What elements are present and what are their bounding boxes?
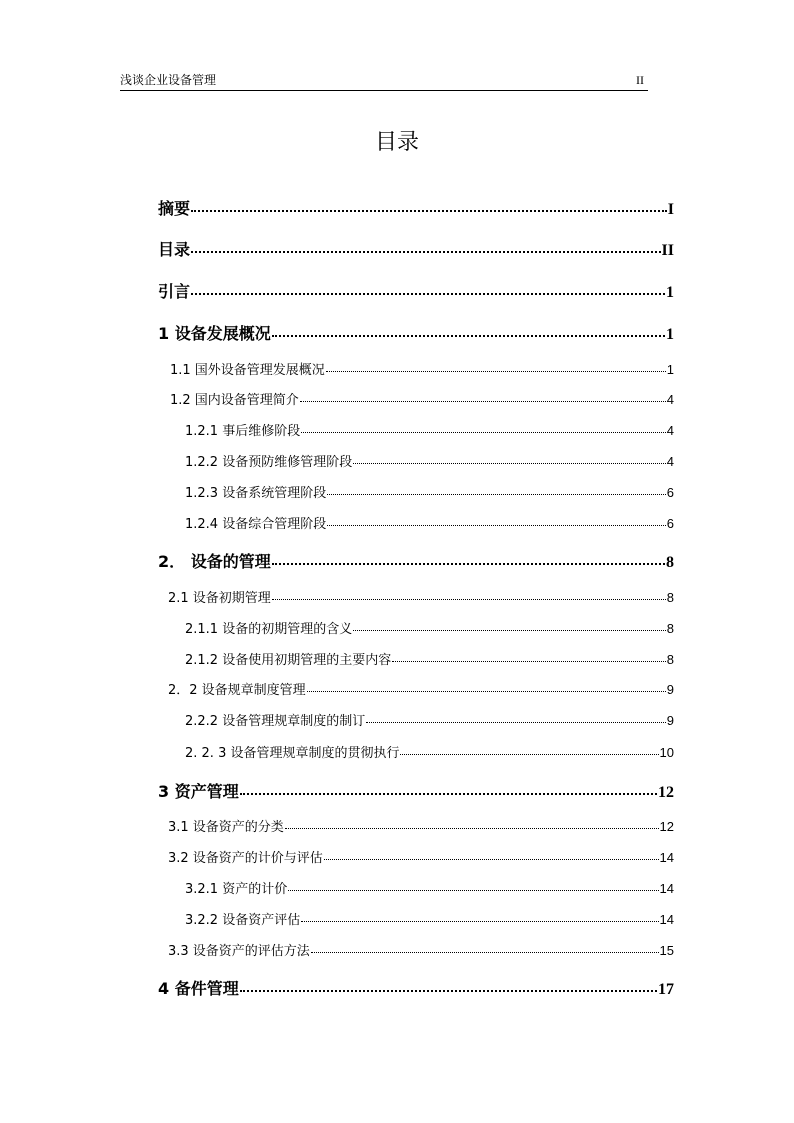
toc-entry-title: 2. 2. 3 设备管理规章制度的贯彻执行 <box>185 746 400 761</box>
toc-entry-title: 引言 <box>158 282 191 301</box>
toc-entry-page: 15 <box>659 943 674 958</box>
toc-leader-dots <box>272 589 666 602</box>
toc-entry[interactable] <box>158 779 674 802</box>
toc-entry-title: 3.2.1 资产的计价 <box>185 882 288 897</box>
toc-leader-dots <box>326 361 666 374</box>
toc-entry[interactable] <box>168 587 674 606</box>
toc-entry-title: 2．2 设备规章制度管理 <box>168 683 306 698</box>
toc-entry[interactable] <box>185 649 674 668</box>
toc-leader-dots <box>366 712 666 725</box>
toc-leader-dots <box>392 651 666 664</box>
toc-entry-page: 10 <box>659 745 674 760</box>
toc-entry-title: 2.1.1 设备的初期管理的含义 <box>185 622 353 637</box>
toc-entry-title: 2． 设备的管理 <box>158 552 271 571</box>
toc-entry-page: 14 <box>659 912 674 927</box>
toc-entry[interactable] <box>158 279 674 302</box>
toc-entry-page: 12 <box>659 819 674 834</box>
toc-entry-title: 1.2.3 设备系统管理阶段 <box>185 486 327 501</box>
toc-entry-page: 4 <box>666 454 674 469</box>
toc-entry[interactable] <box>185 742 674 761</box>
toc-entry-title: 1 设备发展概况 <box>158 324 271 343</box>
toc-leader-dots <box>300 391 666 404</box>
toc-entry[interactable] <box>158 237 674 260</box>
toc-entry-page: 14 <box>659 850 674 865</box>
toc-leader-dots <box>311 942 659 955</box>
toc-entry-title: 3.1 设备资产的分类 <box>168 820 284 835</box>
toc-entry[interactable] <box>185 618 674 637</box>
toc-entry-title: 目录 <box>158 240 191 259</box>
toc-entry-page: 1 <box>666 326 674 343</box>
toc-entry-title: 3.3 设备资产的评估方法 <box>168 944 310 959</box>
header-page-number: II <box>636 73 644 87</box>
toc-entry-page: 8 <box>666 590 674 605</box>
toc-entry-title: 1.2 国内设备管理简介 <box>170 393 299 408</box>
toc-leader-dots <box>307 681 666 694</box>
toc-entry-page: 8 <box>666 554 674 571</box>
toc-leader-dots <box>191 198 667 214</box>
toc-leader-dots <box>272 551 665 567</box>
toc-entry[interactable] <box>185 451 674 470</box>
toc-leader-dots <box>324 849 659 862</box>
toc-leader-dots <box>240 781 657 797</box>
toc-entry-title: 3.2 设备资产的计价与评估 <box>168 851 323 866</box>
toc-entry-title: 2.2.2 设备管理规章制度的制订 <box>185 714 366 729</box>
toc-entry-title: 3.2.2 设备资产评估 <box>185 913 301 928</box>
toc-entry[interactable] <box>185 710 674 729</box>
toc-leader-dots <box>285 818 659 831</box>
toc-leader-dots <box>191 281 665 297</box>
toc-entry-page: 8 <box>666 621 674 636</box>
toc-entry-title: 2.1.2 设备使用初期管理的主要内容 <box>185 653 392 668</box>
toc-entry[interactable] <box>185 878 674 897</box>
toc-leader-dots <box>191 239 661 255</box>
toc-leader-dots <box>327 515 666 528</box>
page-title: 目录 <box>374 130 419 155</box>
toc-entry-page: 6 <box>666 516 674 531</box>
toc-entry[interactable] <box>170 389 674 408</box>
toc-entry[interactable] <box>158 196 674 219</box>
toc-leader-dots <box>327 484 666 497</box>
toc-entry-page: 9 <box>666 682 674 697</box>
toc-entry[interactable] <box>158 321 674 344</box>
toc-entry-page: 4 <box>666 423 674 438</box>
toc-entry-page: 14 <box>659 881 674 896</box>
toc-entry-page: 8 <box>666 652 674 667</box>
toc-leader-dots <box>240 978 657 994</box>
toc-entry-title: 1.1 国外设备管理发展概况 <box>170 363 325 378</box>
toc-entry-title: 1.2.1 事后维修阶段 <box>185 424 301 439</box>
toc-entry-page: 17 <box>658 981 674 998</box>
toc-entry[interactable] <box>185 513 674 532</box>
toc-entry-title: 摘要 <box>158 199 191 218</box>
toc-entry[interactable] <box>158 549 674 572</box>
toc-entry[interactable] <box>168 940 674 959</box>
toc-leader-dots <box>301 422 666 435</box>
toc-entry[interactable] <box>170 359 674 378</box>
toc-entry-title: 1.2.4 设备综合管理阶段 <box>185 517 327 532</box>
toc-entry-title: 4 备件管理 <box>158 979 239 998</box>
toc-entry-page: II <box>661 242 674 259</box>
toc-leader-dots <box>400 744 658 757</box>
toc-entry-title: 2.1 设备初期管理 <box>168 591 271 606</box>
toc-entry[interactable] <box>168 679 674 698</box>
toc-entry[interactable] <box>158 976 674 999</box>
toc-entry[interactable] <box>185 482 674 501</box>
toc-entry-title: 3 资产管理 <box>158 782 239 801</box>
toc-leader-dots <box>288 880 658 893</box>
toc-entry[interactable] <box>168 816 674 835</box>
toc-entry-page: 4 <box>666 392 674 407</box>
header-document-title: 浅谈企业设备管理 <box>120 73 217 87</box>
toc-entry[interactable] <box>185 420 674 439</box>
toc-leader-dots <box>353 453 666 466</box>
toc-entry-page: 12 <box>658 784 674 801</box>
toc-entry-page: 6 <box>666 485 674 500</box>
toc-entry-page: 1 <box>666 284 674 301</box>
toc-entry-page: 9 <box>666 713 674 728</box>
toc-entry[interactable] <box>185 909 674 928</box>
toc-entry-page: 1 <box>666 362 674 377</box>
toc-leader-dots <box>353 620 666 633</box>
toc-leader-dots <box>301 911 658 924</box>
toc-entry-page: I <box>667 201 674 218</box>
toc-entry[interactable] <box>168 847 674 866</box>
toc-entry-title: 1.2.2 设备预防维修管理阶段 <box>185 455 353 470</box>
toc-leader-dots <box>272 323 665 339</box>
